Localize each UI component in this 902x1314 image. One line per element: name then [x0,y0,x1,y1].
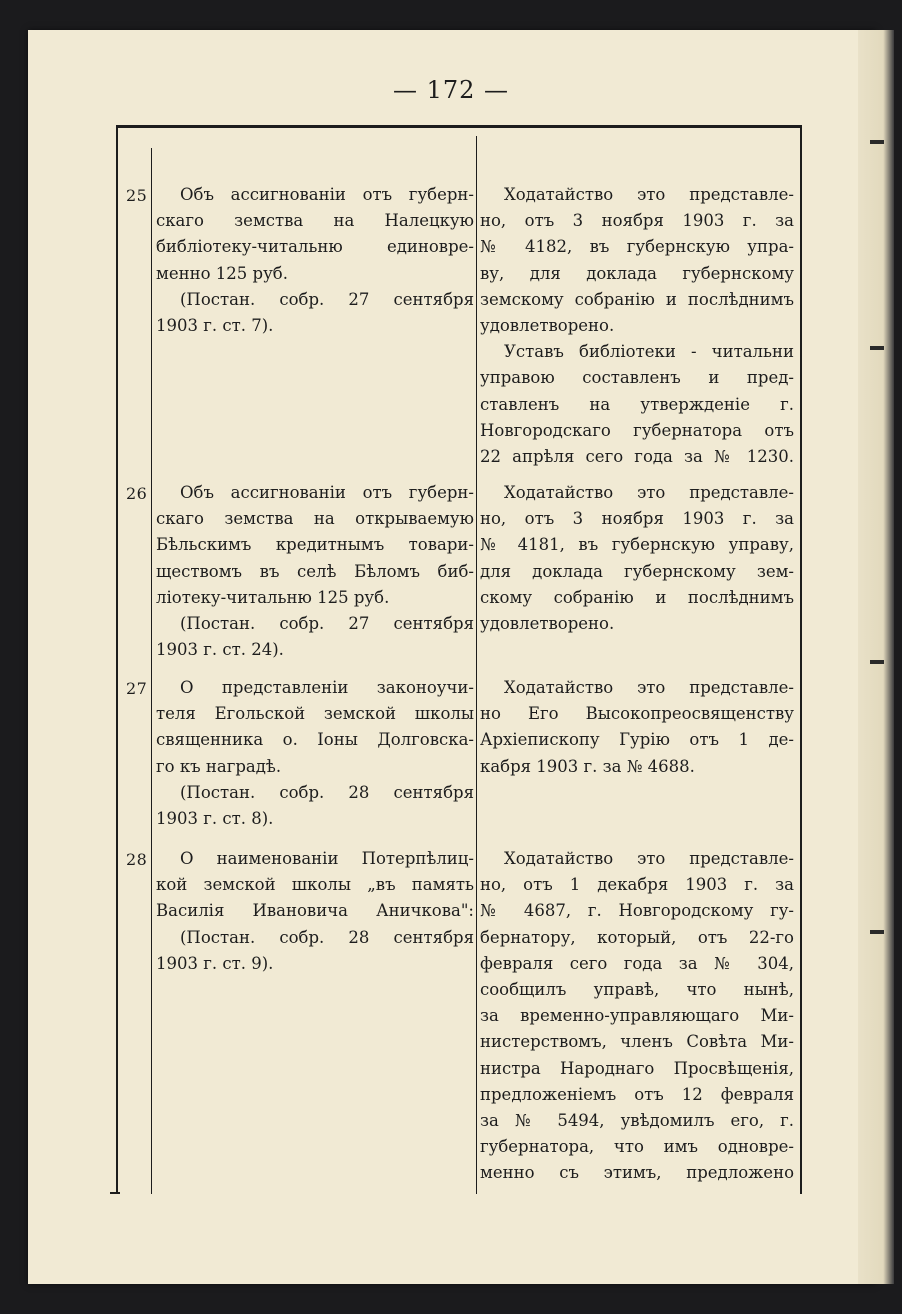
edge-mark [870,346,884,350]
text-line: священника о. Iоны Долговска- [156,730,474,750]
entry-result [480,675,794,780]
entry-number: 26 [126,484,148,503]
text-line: 1903 г. ст. 8). [156,809,274,829]
number-column-divider [151,148,152,1194]
text-line: нистра Народнаго Просвѣщенiя, [480,1058,794,1078]
text-line: скаго земства на Налецкую [156,211,474,231]
text-line: менно съ этимъ, предложено [480,1163,794,1183]
text-line: но, отъ 1 декабря 1903 г. за [480,875,794,895]
text-line: нистерствомъ, членъ Совѣта Ми- [480,1032,794,1052]
text-line: бернатору, который, отъ 22-го [480,927,794,947]
text-line: лiотеку-читальню 125 руб. [156,587,390,607]
text-line: 1903 г. ст. 7). [156,316,274,336]
text-line: Объ ассигнованiи отъ губерн- [180,185,474,204]
text-line: № 4182, въ губернскую упра- [480,237,794,257]
text-line: Архiепископу Гурiю отъ 1 де- [480,730,794,750]
text-line: Ходатайство это представле- [504,678,794,697]
text-line: № 4181, въ губернскую управу, [480,535,794,555]
text-line: ву, для доклада губернскому [480,263,794,283]
text-line: для доклада губернскому зем- [480,561,794,581]
text-line: за временно-управляющаго Ми- [480,1006,794,1026]
entry-subject [156,480,474,663]
text-line: управою составленъ и пред- [480,368,794,388]
entry-number: 25 [126,186,148,205]
page-number: — 172 — [392,76,510,104]
text-line: 1903 г. ст. 24). [156,640,284,660]
text-line: Ходатайство это представле- [504,483,794,502]
text-line: Ходатайство это представле- [504,849,794,868]
entry-subject [156,846,474,977]
text-line: за № 5494, увѣдомилъ его, г. [480,1111,794,1131]
text-line: Бѣльскимъ кредитнымъ товари- [156,535,474,555]
text-line: но, отъ 3 ноября 1903 г. за [480,509,794,529]
text-line: кабря 1903 г. за № 4688. [480,756,695,776]
edge-mark [870,140,884,144]
text-line: скому собранiю и послѣднимъ [480,587,794,607]
entry-result [480,480,794,637]
middle-column-divider [476,136,477,1194]
entry-result [480,182,794,470]
text-line: (Постан. собр. 28 сентября [180,927,474,947]
text-line: Ходатайство это представле- [504,185,794,204]
text-line: Василiя Ивановича Аничкова": [156,901,474,921]
text-line: О наименованiи Потерпѣлиц- [180,849,474,868]
entry-result [480,846,794,1187]
entry-number: 28 [126,850,148,869]
text-line: Уставъ библiотеки - читальни [504,342,794,362]
text-line: удовлетворено. [480,614,615,634]
text-line: февраля сего года за № 304, [480,953,794,973]
text-line: кой земской школы „въ память [156,875,474,895]
text-line: № 4687, г. Новгородскому гу- [480,901,794,921]
entry-number: 27 [126,679,148,698]
text-line: (Постан. собр. 27 сентября [180,614,474,634]
bottom-tick-left [110,1192,120,1194]
text-line: губернатора, что имъ одновре- [480,1137,794,1157]
table-top-rule [116,125,802,128]
table-left-border [116,128,118,1194]
text-line: библiотеку-читальню единовре- [156,237,474,257]
text-line: но, отъ 3 ноября 1903 г. за [480,211,794,231]
table-right-border [800,128,802,1194]
text-line: (Постан. собр. 27 сентября [180,289,474,309]
text-line: ществомъ въ селѣ Бѣломъ биб- [156,561,474,581]
edge-mark [870,930,884,934]
text-line: но Его Высокопреосвященству [480,704,794,724]
text-line: сообщилъ управѣ, что нынѣ, [480,980,794,1000]
text-line: скаго земства на открываемую [156,509,474,529]
edge-mark [870,660,884,664]
text-line: Новгородскаго губернатора отъ [480,420,794,440]
text-line: ставленъ на утвержденiе г. [480,394,794,414]
entry-subject [156,182,474,339]
page-edge [858,30,894,1284]
text-line: менно 125 руб. [156,263,288,283]
text-line: Объ ассигнованiи отъ губерн- [180,483,474,502]
text-line: предложенiемъ отъ 12 февраля [480,1084,794,1104]
text-line: 1903 г. ст. 9). [156,953,274,973]
text-line: удовлетворено. [480,316,615,336]
text-line: земскому собранiю и послѣднимъ [480,289,794,309]
text-line: теля Егольской земской школы [156,704,474,724]
text-line: го къ наградѣ. [156,756,282,776]
text-line: (Постан. собр. 28 сентября [180,782,474,802]
text-line: О представленiи законоучи- [180,678,474,697]
entry-subject [156,675,474,832]
text-line: 22 апрѣля сего года за № 1230. [480,447,794,467]
